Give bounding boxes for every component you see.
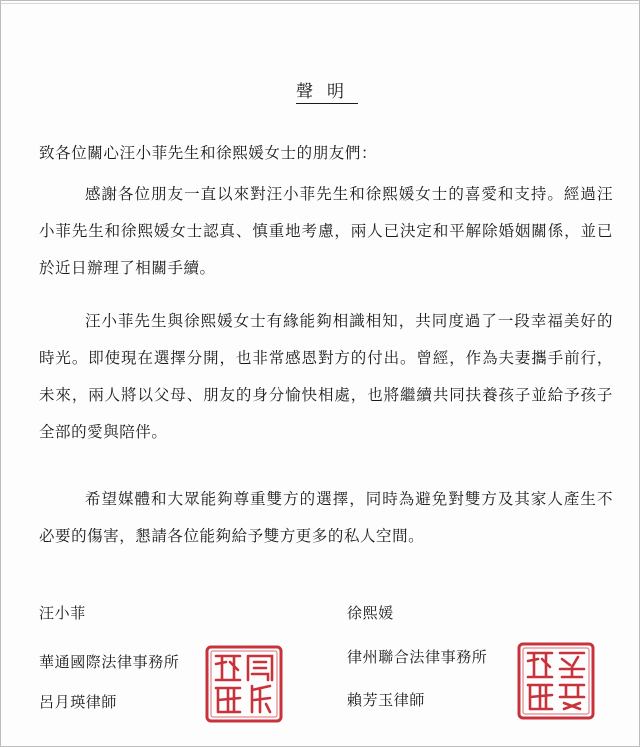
left-party-name: 汪小菲	[39, 604, 86, 622]
document-title	[1, 77, 639, 102]
document-title-text: 聲明	[296, 82, 358, 102]
right-lawyer-name: 賴芳玉律師	[347, 691, 426, 709]
paragraph-2: 汪小菲先生與徐熙媛女士有緣能夠相識相知，共同度過了一段幸福美好的時光。即使現在選擇分開，也非常感恩對方的付出。曾經，作為夫妻攜手前行，未來，兩人將以父母、朋友的身分愉快相處，也將繼續共同扶養孩子並給予孩子全部的愛與陪伴。	[39, 312, 613, 441]
right-seal-graphic	[516, 641, 596, 721]
left-lawyer-name: 呂月瑛律師	[39, 693, 118, 711]
right-law-firm: 律州聯合法律事務所	[347, 648, 488, 666]
paragraph-1: 感謝各位朋友一直以來對汪小菲先生和徐熙媛女士的喜愛和支持。經過汪小菲先生和徐熙媛女士認真、慎重地考慮，兩人已決定和平解除婚姻關係，並已於近日辦理了相關手續。	[39, 185, 613, 277]
left-lawyer-seal	[204, 644, 284, 724]
top-rule	[1, 3, 639, 4]
salutation: 致各位關心汪小菲先生和徐熙媛女士的朋友們：	[39, 144, 378, 162]
paragraph-3: 希望媒體和大眾能夠尊重雙方的選擇，同時為避免對雙方及其家人產生不必要的傷害，懇請各位能夠給予雙方更多的私人空間。	[39, 490, 613, 545]
left-seal-graphic	[204, 644, 284, 724]
right-lawyer-seal	[516, 641, 596, 721]
left-law-firm: 華通國際法律事務所	[39, 653, 180, 671]
right-party-name: 徐熙媛	[347, 604, 394, 622]
